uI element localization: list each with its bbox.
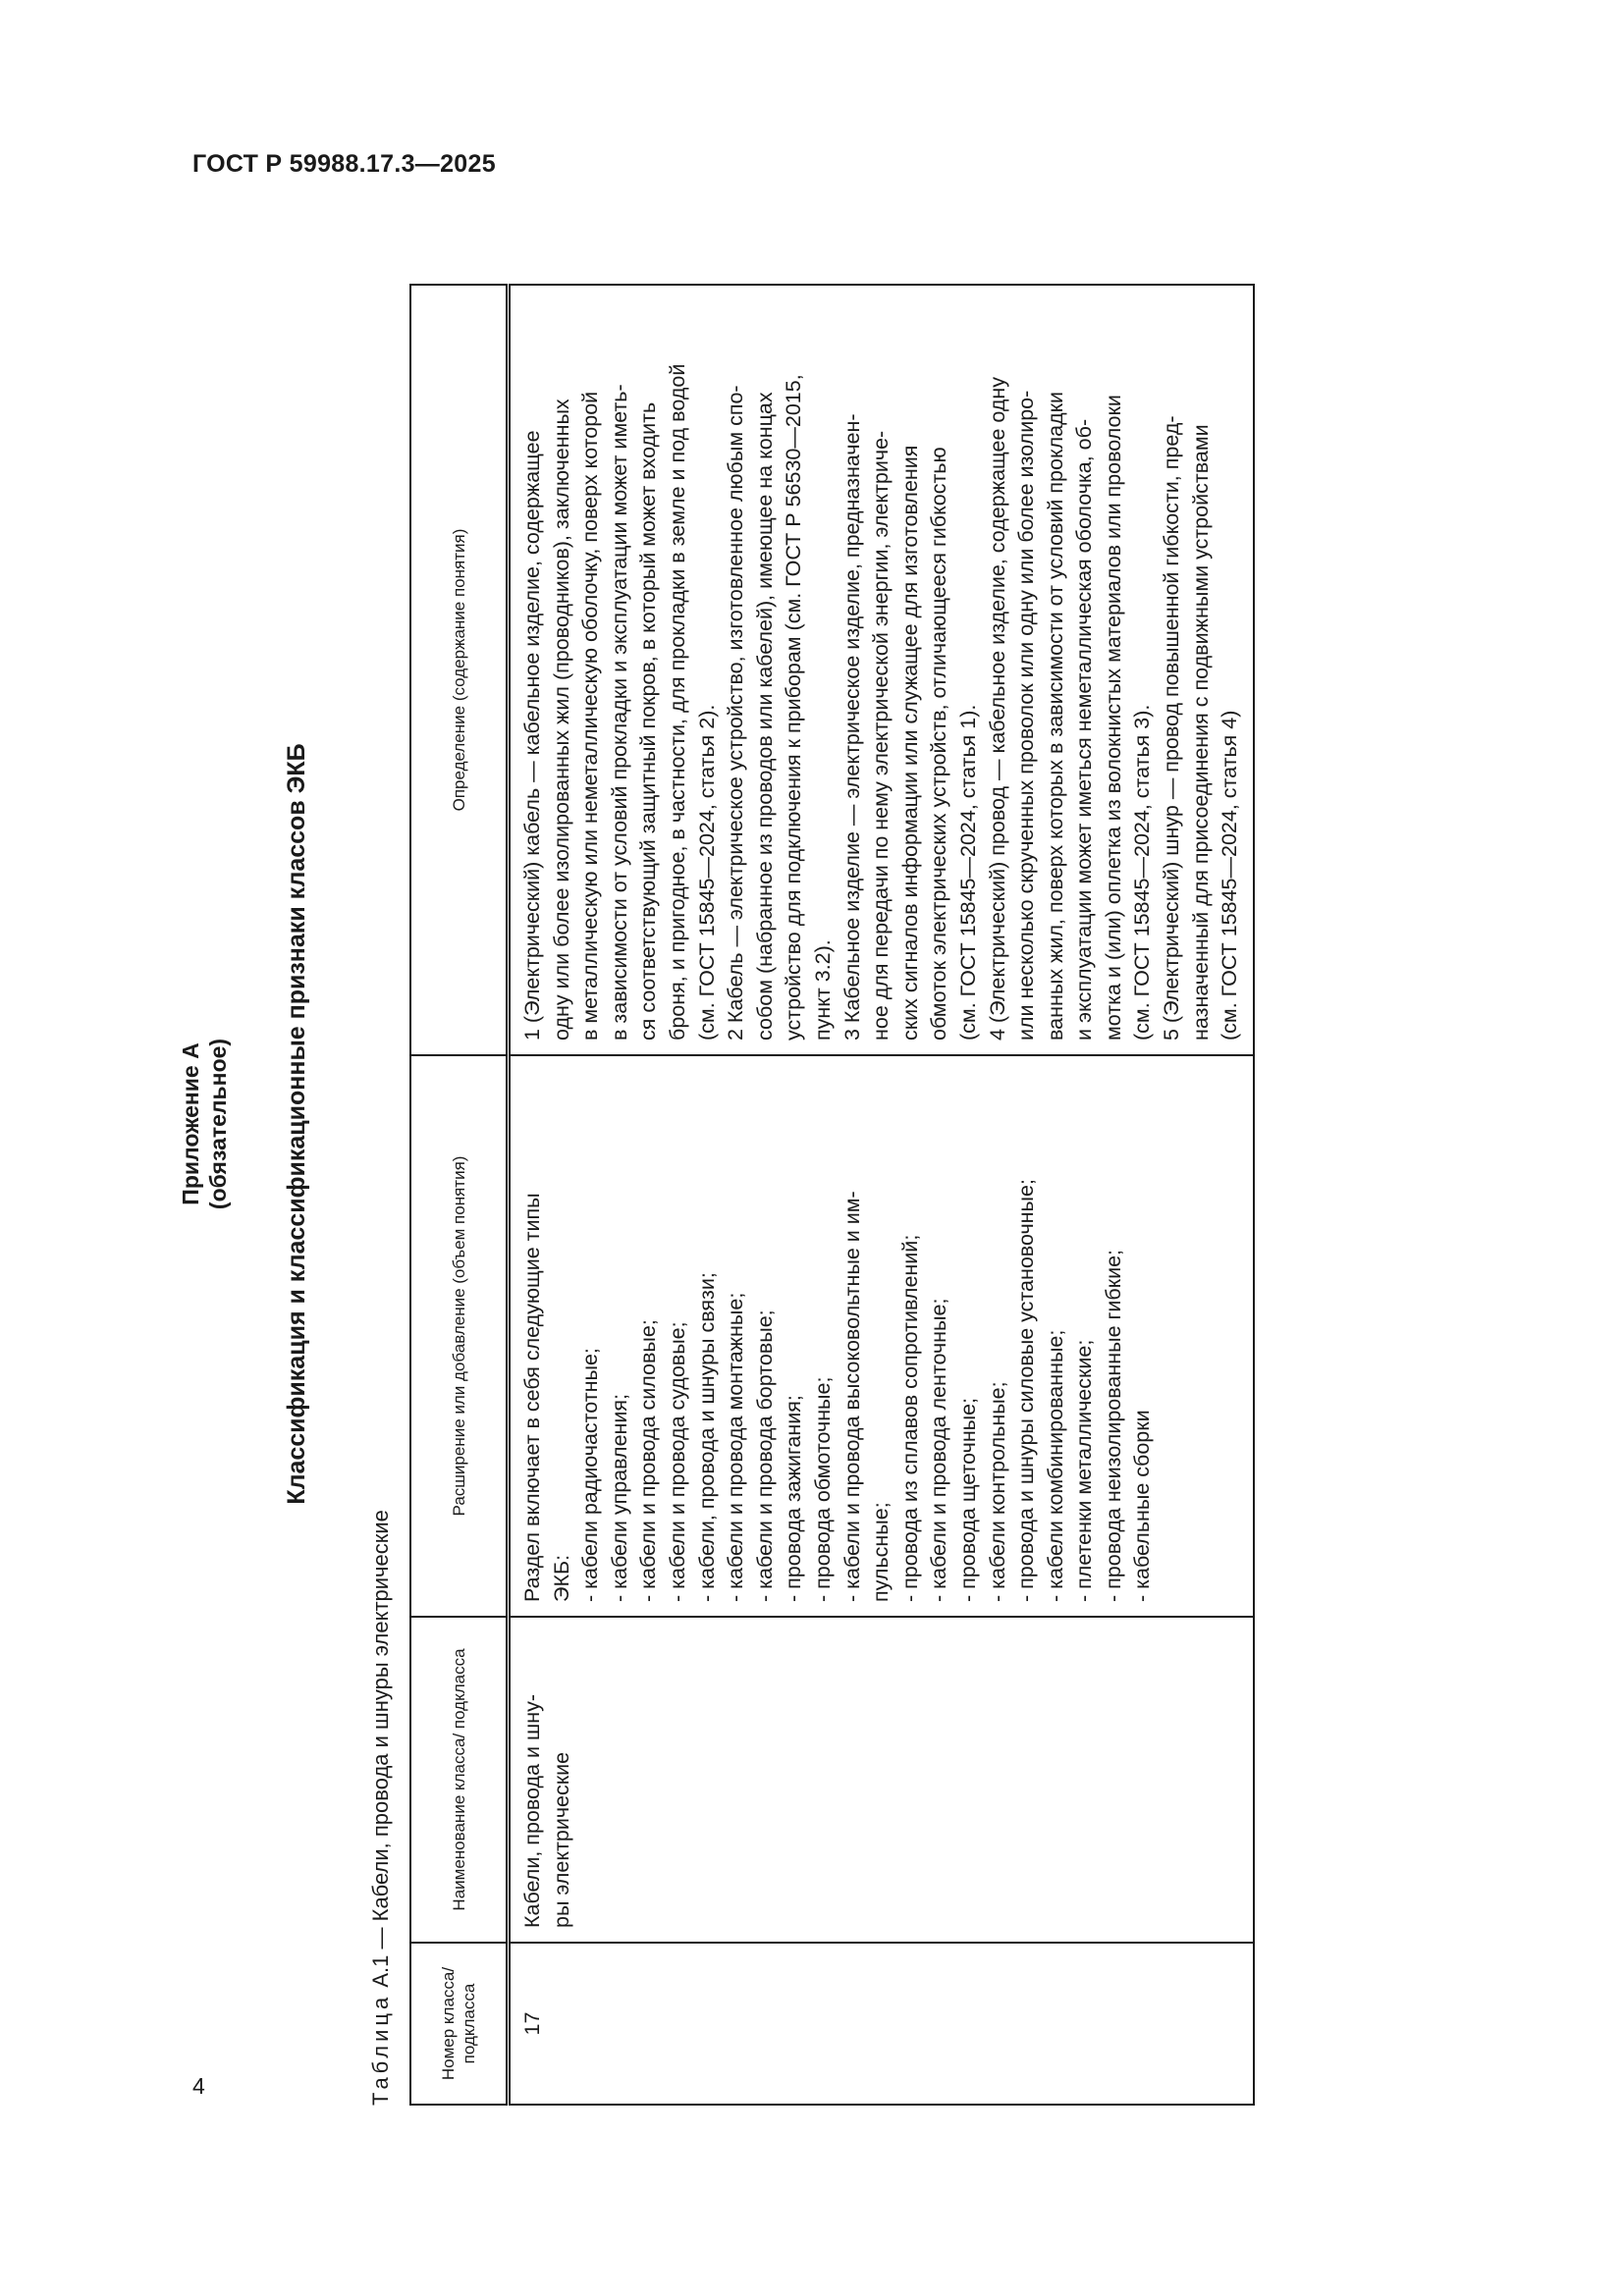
text-line: - провода зажигания; <box>782 1395 806 1602</box>
text-line: - кабели и провода судовые; <box>665 1321 689 1602</box>
header-number: Номер класса/ подкласса <box>410 1943 509 2105</box>
text-line: - провода обмоточные; <box>810 1376 835 1602</box>
text-line: - кабельные сборки <box>1130 1410 1155 1602</box>
header-extension: Расширение или добавление (объем понятия) <box>410 1055 509 1617</box>
header-definition: Определение (содержание понятия) <box>410 285 509 1055</box>
text-line: - кабели и провода монтажные; <box>724 1292 748 1602</box>
text-line: обмоток электрических устройств, отличающееся гибкостью <box>927 447 951 1041</box>
text-line: устройство для подключения к приборам (см. ГОСТ Р 56530—2015, <box>782 374 806 1041</box>
table-caption-text: А.1 — Кабели, провода и шнуры электрические <box>368 1510 393 1994</box>
text-line: пульсные; <box>869 1502 893 1602</box>
landscape-content <box>177 142 1286 2106</box>
cell-name <box>509 1617 1254 1943</box>
text-line: одну или более изолированных жил (проводников), заключенных <box>549 399 573 1041</box>
text-line: Раздел включает в себя следующие типы <box>520 1193 544 1602</box>
cell-definition <box>509 285 1254 1055</box>
text-line: - кабели контрольные; <box>985 1381 1009 1602</box>
text-line: - кабели, провода и шнуры связи; <box>694 1272 719 1602</box>
text-line: - кабели комбинированные; <box>1043 1329 1067 1602</box>
text-line: - провода щеточные; <box>955 1397 980 1602</box>
text-line: - плетенки металлические; <box>1072 1339 1097 1602</box>
text-line: - кабели и провода высоковольтные и им- <box>839 1191 864 1602</box>
text-line: ное для передачи по нему электрической энергии, электриче- <box>869 430 893 1041</box>
text-line: - провода и шнуры силовые установочные; <box>1014 1179 1039 1602</box>
text-line: - кабели и провода ленточные; <box>927 1298 951 1602</box>
appendix-status: (обязательное) <box>205 1038 231 1210</box>
text-line: 2 Кабель — электрическое устройство, изготовленное любым спо- <box>724 385 748 1041</box>
text-line: в металлическую или неметаллическую оболочку, поверх которой <box>578 391 603 1041</box>
cell-extension <box>509 1055 1254 1617</box>
table-caption <box>368 1510 394 2106</box>
text-line: (см. ГОСТ 15845—2024, статья 3). <box>1130 704 1155 1041</box>
text-line: ся соответствующий защитный покров, в который может входить <box>636 401 661 1041</box>
text-line: ЭКБ: <box>549 1554 573 1602</box>
table-caption-prefix: Таблица <box>368 1993 393 2106</box>
text-line: или несколько скрученных проволок или одну или более изолиро- <box>1014 390 1039 1041</box>
text-line: и эксплуатации может иметься неметаллическая оболочка, об- <box>1072 418 1097 1041</box>
cell-number: 17 <box>509 1943 1254 2105</box>
section-title: Классификация и классификационные признаки классов ЭКБ <box>283 743 310 1505</box>
text-line: - кабели управления; <box>607 1393 631 1602</box>
header-name: Наименование класса/ подкласса <box>410 1617 509 1943</box>
text-line: ских сигналов информации или служащее для изготовления <box>897 445 922 1041</box>
table-header-row <box>410 285 509 2105</box>
text-line: - провода неизолированные гибкие; <box>1101 1249 1125 1602</box>
text-line: броня, и пригодное, в частности, для прокладки в земле и под водой <box>665 363 689 1041</box>
text-line: ванных жил, поверх которых в зависимости от условий прокладки <box>1043 391 1067 1041</box>
text-line: 4 (Электрический) провод — кабельное изделие, содержащее одну <box>985 376 1009 1041</box>
text-line: (см. ГОСТ 15845—2024, статья 2). <box>694 704 719 1041</box>
classification-table <box>409 284 1255 2106</box>
text-line: - провода из сплавов сопротивлений; <box>897 1234 922 1602</box>
text-line: - кабели и провода силовые; <box>636 1319 661 1602</box>
text-line: - кабели радиочастотные; <box>578 1348 603 1602</box>
document-code: ГОСТ Р 59988.17.3—2025 <box>192 150 496 178</box>
page-number: 4 <box>192 2073 205 2099</box>
text-line: 1 (Электрический) кабель — кабельное изделие, содержащее <box>520 430 544 1041</box>
appendix-heading <box>177 142 232 2106</box>
appendix-title: Приложение А <box>178 1042 203 1205</box>
text-line: - кабели и провода бортовые; <box>752 1309 777 1602</box>
table-row <box>509 285 1254 2105</box>
text-line: ры электрические <box>549 1751 573 1928</box>
text-line: 3 Кабельное изделие — электрическое изделие, предназначен- <box>839 413 864 1041</box>
text-line: собом (набранное из проводов или кабелей), имеющее на концах <box>752 392 777 1041</box>
text-line: пункт 3.2). <box>810 939 835 1041</box>
text-line: Кабели, провода и шну- <box>520 1693 544 1928</box>
text-line: 5 (Электрический) шнур — провод повышенной гибкости, пред- <box>1160 415 1184 1041</box>
text-line: (см. ГОСТ 15845—2024, статья 4) <box>1218 710 1242 1041</box>
text-line: назначенный для присоединения с подвижными устройствами <box>1188 424 1213 1041</box>
text-line: мотка и (или) оплетка из волокнистых материалов или проволоки <box>1101 395 1125 1041</box>
text-line: в зависимости от условий прокладки и эксплуатации может иметь- <box>607 384 631 1041</box>
text-line: (см. ГОСТ 15845—2024, статья 1). <box>955 704 980 1041</box>
